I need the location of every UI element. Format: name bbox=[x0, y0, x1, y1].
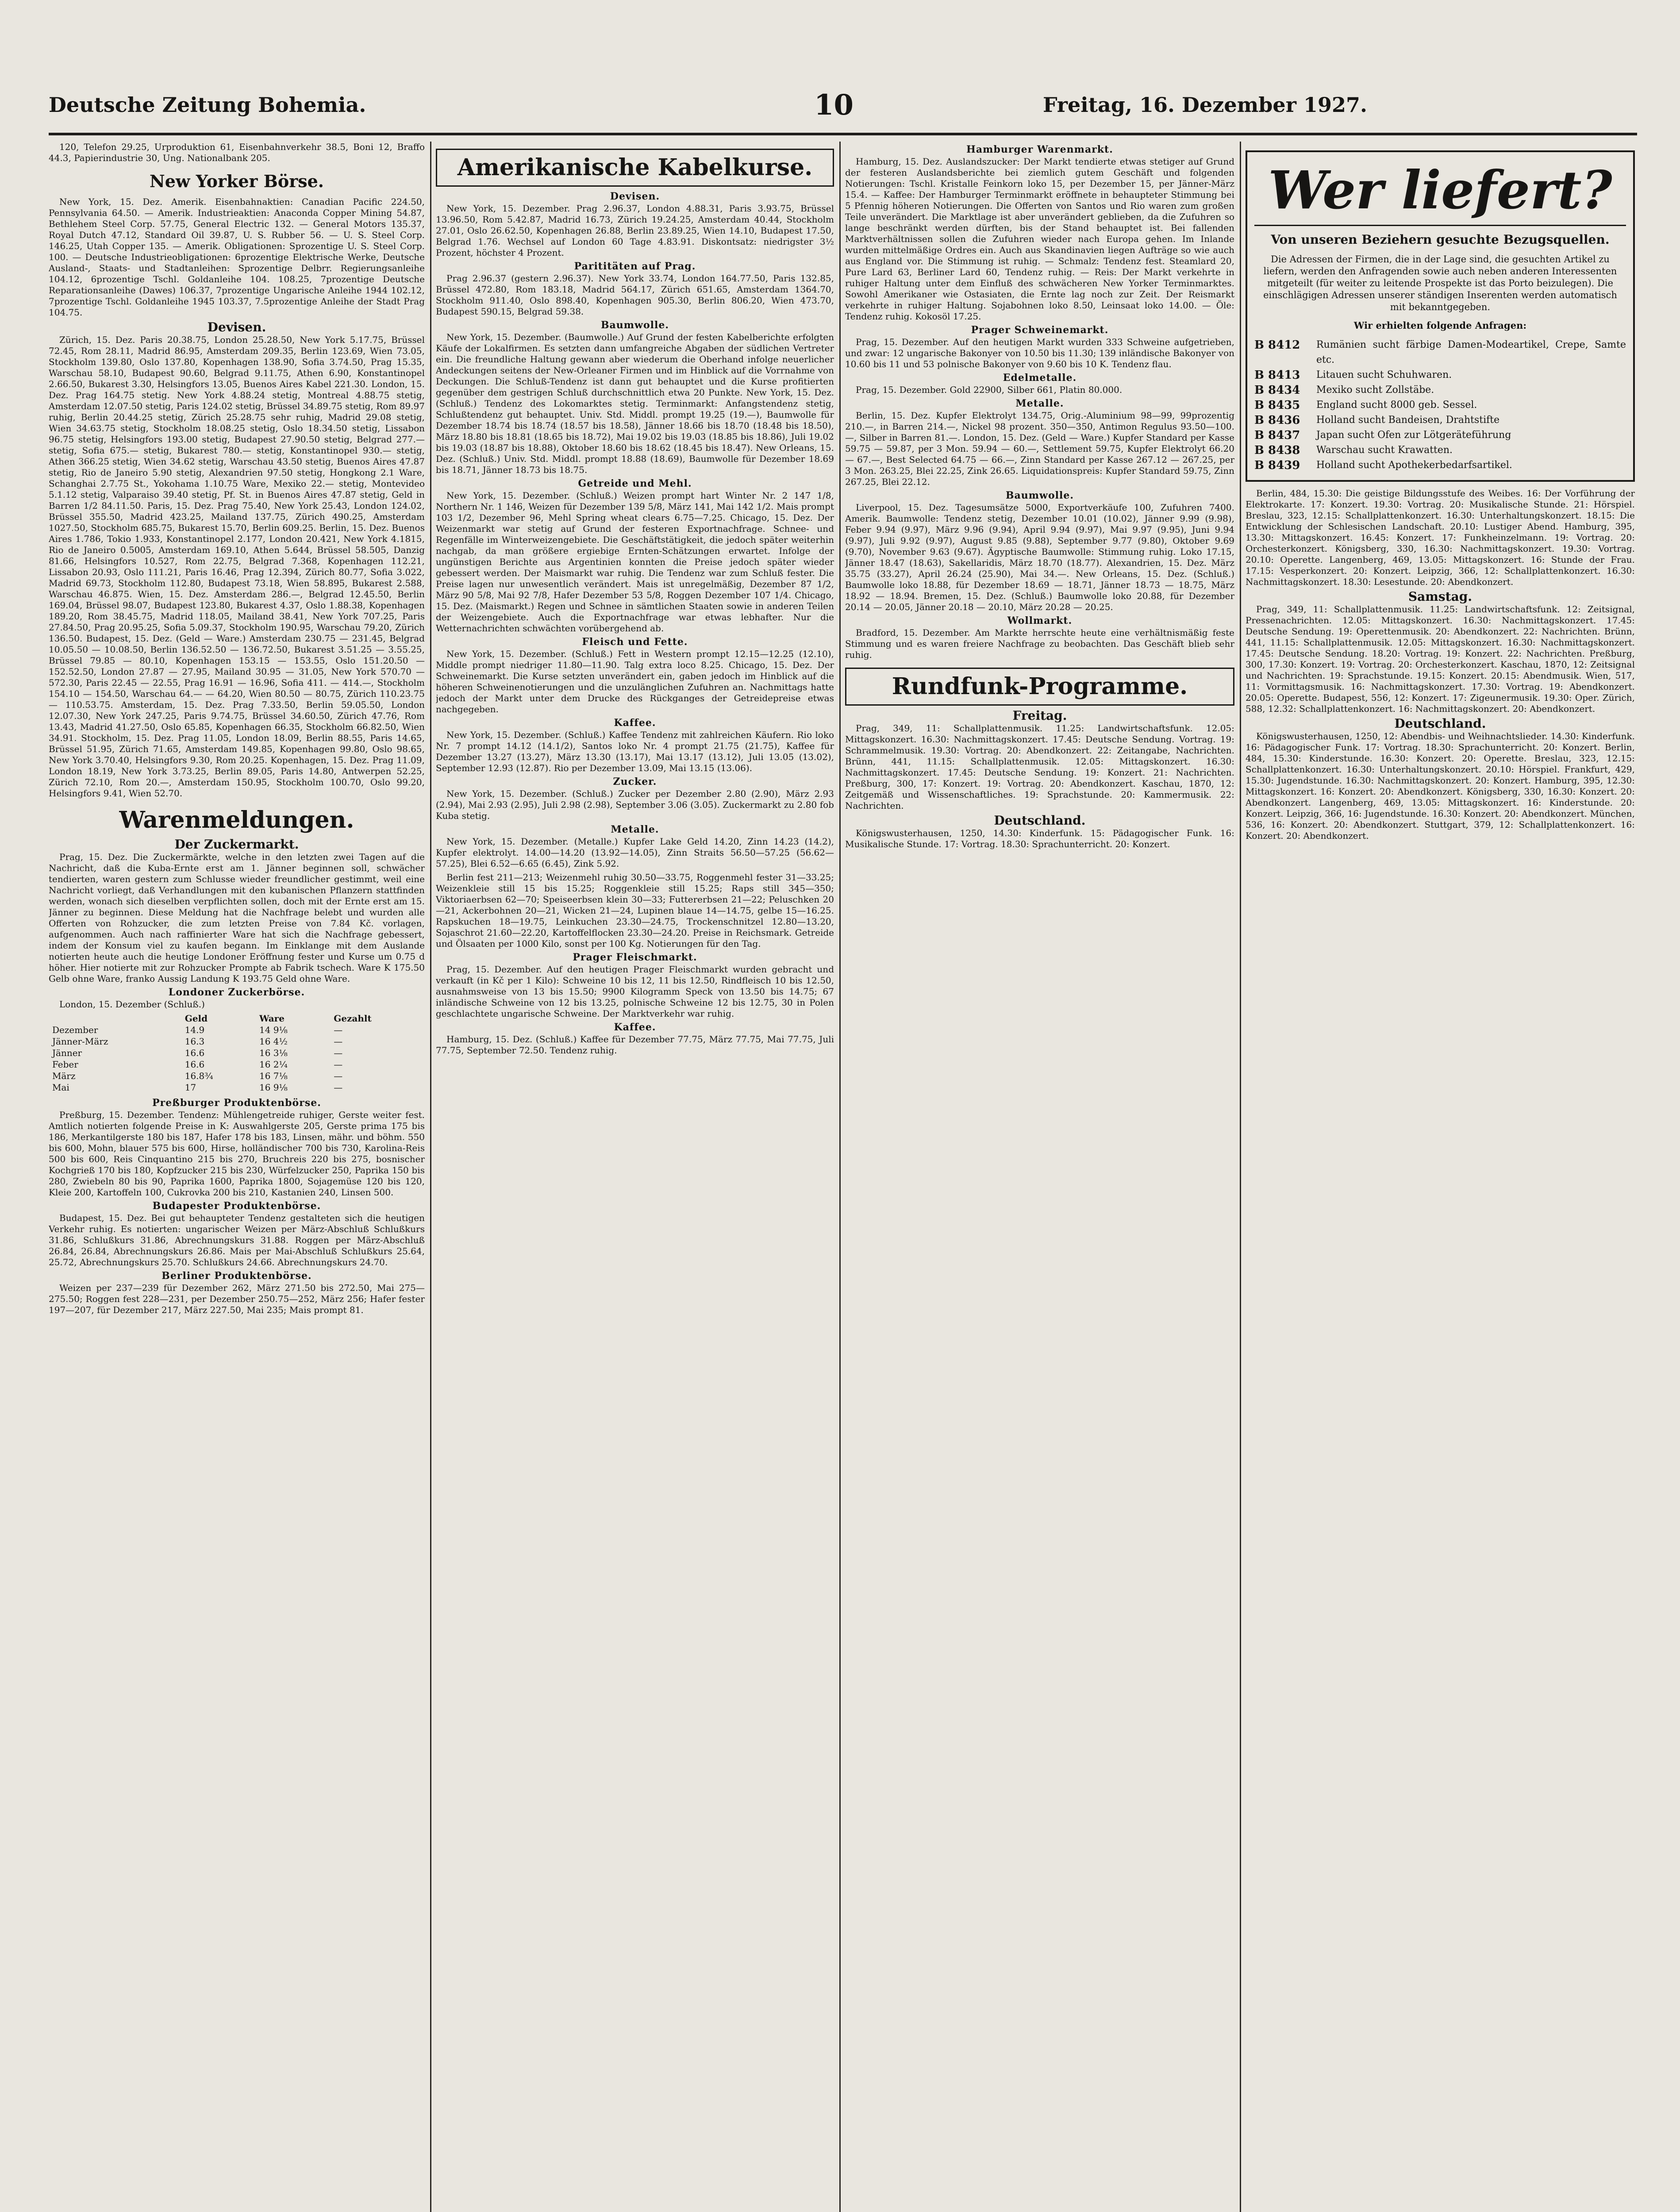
article-text: Liverpool, 15. Dez. Tagesumsätze 5000, Exportverkäufe 100, Zufuhren 7400. Amerik. Baumwolle: Tendenz stetig, Dezember 10.01 (10.02), Jänner 9.99 (9.98), Feber 9.94 (9.97), März 9.96 (9.94), April 9.94 (9.97), Mai 9.97 (9.95), Juni 9.94 (9.97), Juli 9.92 (9.97), August 9.85 (9.88), September 9.77 (9.80), Oktober 9.69 (9.70), November 9.63 (9.67). Ägyptische Baumwolle: Stimmung ruhig. Loko 17.15, Jänner 18.47 (18.63), Sakellaridis, März 18.70 (18.77). Alexandrien, 15. Dez. März 35.75 (33.27), April 26.24 (25.90), Mai 34.—. New Orleans, 15. Dez. (Schluß.) Baumwolle loko 18.88, für Dezember 18.69 — 18.71, Jänner 18.73 — 18.75, März 18.92 — 18.94. Bremen, 15. Dez. (Schluß.) Baumwolle loko 20.88, für Dezember 20.14 — 20.05, Jänner 20.18 — 20.10, März 20.28 — 20.25. bbox=[845, 502, 1234, 612]
section-heading: Budapester Produktenbörse. bbox=[152, 1200, 321, 1212]
ad-request-number: B 8438 bbox=[1254, 444, 1300, 457]
section-heading: Metalle. bbox=[1015, 398, 1064, 409]
article-text: Prag, 349, 11: Schallplattenmusik. 11.25: Landwirtschaftsfunk. 12.05: Mittagskonzert. 16.30: Nachmittagskonzert. 17.45: Deutsche Sendung. Vortrag. 19: Schrammelmusik. 19.30: Vortrag. 20: Abendkonzert. 22: Zeitangabe, Nachrichten. Brünn, 441, 11.15: Schallplattenmusik. 12.05: Mittagskonzert. 16.30: Nachmittagskonzert. 17.45: Deutsche Sendung. 19: Konzert. 21: Nachrichten. Preßburg, 300, 17: Konzert. 19: Vortrag. 20: Abendkonzert. Kaschau, 1870, 12: Zeitgemäß und Wissenschaftliches. 19: Sprachstunde. 20: Kammermusik. 22: Nachrichten. bbox=[845, 723, 1234, 811]
article-text: Berlin, 484, 15.30: Die geistige Bildungsstufe des Weibes. 16: Der Vorführung der Elektrokarte. 17: Konzert. 19.30: Vortrag. 20: Musikalische Stunde. 21: Hörspiel. Breslau, 323, 12.15: Schallplattenkonzert. 16.30: Unterhaltungskonzert. 18.15: Die Entwicklung der Schlesischen Landschaft. 20.10: Lustiger Abend. Hamburg, 395, 13.30: Mittagskonzert. 16.45: Konzert. 17: Funkheinzelmann. 19: Vortrag. 20: Orchesterkonzert. Königsberg, 330, 16.30: Nachmittagskonzert. 19.30: Vortrag. 20.10: Operette. Langenberg, 469, 13.05: Mittagskonzert. 16: Stunde der Frau. 17.15: Vesperkonzert. 20: Konzert. Leipzig, 366, 12: Schallplattenkonzert. 16.30: Nachmittagskonzert. 18.30: Lesestunde. 20: Abendkonzert. bbox=[1246, 488, 1635, 587]
ad-request-number: B 8412 bbox=[1254, 338, 1300, 352]
table-cell: 16.6 bbox=[185, 1048, 205, 1058]
table-row bbox=[49, 1036, 425, 1047]
article-text: Berlin fest 211—213; Weizenmehl ruhig 30.50—33.75, Roggenmehl fester 31—33.25; Weizenkleie still 15 bis 15.25; Roggenkleie still 15.25; Raps still 345—350; Viktoriaerbsen 62—70; Speiseerbsen klein 30—33; Futtererbsen 21—22; Peluschken 20—21, Ackerbohnen 20—21, Wicken 21—24, Lupinen blaue 14—14.75, gelbe 15—16.25. Rapskuchen 18—19.75, Leinkuchen 23.30—24.75, Trockenschnitzel 12.80—13.20, Sojaschrot 21.60—22.20, Kartoffelflocken 23.30—24.20. Preise in Reichsmark. Getreide und Ölsaaten per 1000 Kilo, sonst per 100 Kg. Notierungen für den Tag. bbox=[436, 872, 834, 949]
table-cell: — bbox=[334, 1036, 343, 1047]
ad-request bbox=[1254, 458, 1626, 473]
section-heading: Amerikanische Kabelkurse. bbox=[436, 149, 834, 187]
table-cell: — bbox=[334, 1059, 343, 1070]
table-row bbox=[49, 1082, 425, 1093]
table-header: Geld bbox=[185, 1013, 208, 1024]
ad-text: Die Adressen der Firmen, die in der Lage sind, die gesuchten Artikel zu liefern, werden den Anfragenden sowie auch neben anderen Interessenten mitgeteilt (für weiter zu leitende Prospekte ist das Porto beizulegen). Die einschlägigen Adressen unserer ständigen Inserenten werden automatisch mit bekanntgegeben. bbox=[1263, 254, 1617, 312]
masthead bbox=[49, 88, 1367, 124]
table-row bbox=[49, 1059, 425, 1070]
table-cell: März bbox=[52, 1071, 76, 1081]
ad-request-description: Japan sucht Ofen zur Lötgeräteführung bbox=[1316, 430, 1511, 441]
table-cell: — bbox=[334, 1071, 343, 1081]
sugar-table-title: London, 15. Dezember (Schluß.) bbox=[59, 999, 205, 1010]
ad-request-number: B 8436 bbox=[1254, 414, 1300, 427]
article-text: New York, 15. Dezember. (Baumwolle.) Auf Grund der festen Kabelberichte erfolgten Käufe der Lokalfirmen. Es setzten dann umfangreiche Abgaben der südlichen Vertreter ein. Die freundliche Haltung gewann aber wiederum die Oberhand infolge neuerlicher Andeckungen seitens der New-Orleaner Firmen und im Hinblick auf die Vorrnahme von Deckungen. Die Schluß-Tendenz ist dann gut behauptet und die Kurse profitierten gegenüber dem gestrigen Schluß durchschnittlich etwa 20 Punkte. New York, 15. Dez. (Schluß.) Tendenz des Lokomarktes stetig. Terminmarkt: Anfangstendenz stetig, Schlußtendenz gut behauptet. Univ. Std. Middl. prompt 19.25 (19.—), Baumwolle für Dezember 18.74 bis 18.74 (18.57 bis 18.58), Jänner 18.66 bis 18.70 (18.48 bis 18.50), März 18.80 bis 18.81 (18.65 bis 18.72), Mai 19.02 bis 19.03 (18.85 bis 18.86), Juli 19.02 bis 19.03 (18.87 bis 18.88), Oktober 18.60 bis 18.62 (18.45 bis 18.47). New Orleans, 15. Dez. (Schluß.) Univ. Std. Middl. prompt 18.88 (18.69), Baumwolle für Dezember 18.69 bis 18.71, Jänner 18.73 bis 18.75. bbox=[436, 332, 834, 475]
table-row bbox=[49, 1047, 425, 1059]
ad-request bbox=[1254, 413, 1626, 428]
table-header bbox=[49, 1013, 181, 1024]
ad-request bbox=[1254, 368, 1626, 383]
column-4 bbox=[1246, 142, 1635, 2212]
table-cell: — bbox=[334, 1048, 343, 1058]
table-row bbox=[49, 1024, 425, 1036]
section-heading: Deutschland. bbox=[1394, 716, 1486, 731]
ad-intro: Wir erhielten folgende Anfragen: bbox=[1353, 320, 1527, 331]
section-heading: Deutschland. bbox=[994, 813, 1086, 828]
section-heading: New Yorker Börse. bbox=[149, 171, 324, 191]
column-divider bbox=[430, 142, 431, 2212]
article-text: New York, 15. Dezember. (Schluß.) Weizen prompt hart Winter Nr. 2 147 1/8, Northern Nr. 1 146, Weizen für Dezember 139 5/8, März 141, Mai 142 1/2. Mais prompt 103 1/2, Dezember 96, Mehl Spring wheat clears 6.75—7.25. Chicago, 15. Dez. Der Weizenmarkt war stetig auf Grund der festeren Exportnachfrage. Schnee- und Regenfälle im Winterweizengebiete. Die Geschäftstätigkeit, die jedoch später weiterhin nachgab, da man größere ergiebige Ernten-Schätzungen erwartet. Infolge der ungünstigen Berichte aus Argentinien konnten die Preise jedoch später wieder gebessert werden. Der Maismarkt war ruhig. Die Tendenz war zum Schluß fester. Die Preise lagen nur unwesentlich verändert. Mais ist unregelmäßig, Dezember 87 1/2, März 90 5/8, Mai 92 7/8, Hafer Dezember 53 5/8, Roggen Dezember 107 1/4. Chicago, 15. Dez. (Maismarkt.) Regen und Schnee in sämtlichen Staaten sowie in anderen Teilen der Weizengebiete. Auch die Exportnachfrage war etwas lebhafter. Nur die Wetternachrichten schwächten vorübergehend ab. bbox=[436, 490, 834, 634]
column-divider bbox=[1240, 142, 1241, 2212]
section-heading: Getreide und Mehl. bbox=[578, 478, 692, 489]
article-text: Königswusterhausen, 1250, 14.30: Kinderfunk. 15: Pädagogischer Funk. 16: Musikalische Stunde. 17: Vortrag. 18.30: Sprachunterricht. 20: Konzert. bbox=[845, 828, 1234, 849]
article-text: New York, 15. Dez. Amerik. Eisenbahnaktien: Canadian Pacific 224.50, Pennsylvania 64.50. — Amerik. Industrieaktien: Anaconda Copper Mining 54.87, Bethlehem Steel Corp. 57.75, General Electric 132. — General Motors 135.37, Royal Dutch 47.12, Standard Oil 39.87, U. S. Rubber 56. — U. S. Steel Corp. 146.25, Utah Copper 135. — Amerik. Obligationen: Sprozentige U. S. Steel Corp. 100. — Deutsche Industrieobligationen: 6prozentige Elektrische Werke, Deutsche Ausland-, Staats- und Stadtanleihen: Sprozentige Delbrr. Regierungsanleihe 104.12, 6prozentige Tschl. Goldanleihe 104. 108.25, 7prozentige Deutsche Reparationsanleihe (Dawes) 106.37, 7prozentige Ungarische Anleihe 1944 102.12, 7prozentige Tschl. Goldanleihe 1945 103.37, 7.5prozentige Anleihe der Stadt Prag 104.75. bbox=[49, 196, 425, 318]
article-text: Prag, 15. Dezember. Auf den heutigen Prager Fleischmarkt wurden gebracht und verkauft (in Kč per 1 Kilo): Schweine 10 bis 12, 11 bis 12.50, Rindfleisch 10 bis 12.50, ausnahmsweise von 13 bis 15.50; 9900 Kilogramm Speck von 13.50 bis 14.75; 67 inländische Schweine von 12 bis 13.25, polnische Schweine 12 bis 12.75, 30 in Polen geschlachtete ungarische Schweine. Der Marktverkehr war ruhig. bbox=[436, 964, 834, 1019]
table-cell: 16 2¼ bbox=[259, 1059, 288, 1070]
section-heading: Devisen. bbox=[207, 320, 266, 334]
table-cell: 16 7⅛ bbox=[259, 1071, 288, 1081]
article-text: Prag, 15. Dezember. Gold 22900, Silber 661, Platin 80.000. bbox=[856, 384, 1123, 395]
section-heading: Metalle. bbox=[611, 824, 659, 835]
article-text: Budapest, 15. Dez. Bei gut behaupteter Tendenz gestalteten sich die heutigen Verkehr ruhig. Es notierten: ungarischer Weizen per März-Abschluß Schlußkurs 31.86, Schlußkurs 31.86, Abrechnungskurs 31.88. Roggen per März-Abschluß 26.84, 26.84, Abrechnungskurs 26.86. Mais per Mai-Abschluß Schlußkurs 25.64, 25.72, Abrechnungskurs 25.70. Schlußkurs 24.66. Abrechnungskurs 24.70. bbox=[49, 1213, 425, 1267]
table-cell: 16 4½ bbox=[259, 1036, 288, 1047]
table-cell: 16.6 bbox=[185, 1059, 205, 1070]
article-text: New York, 15. Dezember. (Schluß.) Fett in Western prompt 12.15—12.25 (12.10), Middle prompt niedriger 11.80—11.90. Talg extra loco 8.25. Chicago, 15. Dez. Der Schweinemarkt. Die Kurse setzten unverändert ein, gaben jedoch im Hinblick auf die höheren Schweinenotierungen und die unzulänglichen Zufuhren an. Nachmittags hatte jedoch der Markt unter dem Drucke des Rückganges der Getreidepreise etwas nachgegeben. bbox=[436, 649, 834, 714]
table-cell: 16 3⅛ bbox=[259, 1048, 288, 1058]
section-heading: Zucker. bbox=[613, 776, 657, 787]
column-divider bbox=[839, 142, 841, 2212]
section-heading: Berliner Produktenbörse. bbox=[161, 1270, 312, 1282]
table-cell: Mai bbox=[52, 1082, 69, 1093]
section-heading: Prager Fleischmarkt. bbox=[573, 952, 697, 963]
ad-request bbox=[1254, 428, 1626, 443]
ad-request-number: B 8434 bbox=[1254, 384, 1300, 397]
issue-date: Freitag, 16. Dezember 1927. bbox=[1042, 93, 1367, 117]
ad-request-description: Litauen sucht Schuhwaren. bbox=[1316, 369, 1452, 380]
ad-request-number: B 8413 bbox=[1254, 369, 1300, 382]
section-heading: Warenmeldungen. bbox=[119, 806, 354, 833]
table-cell: — bbox=[334, 1082, 343, 1093]
section-heading: Prager Schweinemarkt. bbox=[971, 324, 1109, 336]
ad-request-description: Rumänien sucht färbige Damen-Modeartikel, Crepe, Samte etc. bbox=[1316, 339, 1626, 365]
article-text: New York, 15. Dezember. Prag 2.96.37, London 4.88.31, Paris 3.93.75, Brüssel 13.96.50, Rom 5.42.87, Madrid 16.73, Zürich 19.24.25, Amsterdam 40.44, Stockholm 27.01, Oslo 26.62.50, Kopenhagen 26.88, Berlin 23.89.25, Wien 14.10, Budapest 17.50, Belgrad 1.76. Wechsel auf London 60 Tage 4.83.91. Diskontsatz: niedrigster 3½ Prozent, höchster 4 Prozent. bbox=[436, 203, 834, 258]
section-heading: Kaffee. bbox=[614, 1022, 656, 1033]
section-heading: Edelmetalle. bbox=[1003, 372, 1077, 384]
sugar-table bbox=[49, 1013, 425, 1093]
article-text: Hamburg, 15. Dez. Auslandszucker: Der Markt tendierte etwas stetiger auf Grund der festeren Auslandsberichte bei ziemlich gutem Geschäft und folgenden Notierungen: Tschl. Kristalle Feinkorn loko 15, per Dezember 15, per Jänner-März 15.4. — Kaffee: Der Hamburger Terminmarkt eröffnete in behaupteter Stimmung bei 5 Pfennig höheren Notierungen. Die Offerten von Santos und Rio waren zum großen Teile unverändert. Die Marktlage ist aber unverändert geblieben, da die Zufuhren so lange beschränkt werden dürften, bis der Stand behauptet ist. Bei fallenden Marktverhältnissen sollen die Zufuhren wieder nach Europa gehen. Im Inlande wurden mittelmäßige Ordres ein. Auch aus Skandinavien liegen Aufträge so wie auch aus England vor. Die Stimmung ist ruhig. — Schmalz: Tendenz fest. Steamlard 20, Pure Lard 63, Berliner Lard 60, Tendenz ruhig. — Reis: Der Markt verkehrte in ruhiger Haltung unter dem Einfluß des schwächeren New Yorker Terminmarktes. Sowohl Amerikaner wie Ostasiaten, die Ernte lag noch zur Zeit. Der Reismarkt verkehrte in ruhiger Haltung. Sojabohnen loko 8.50, Leinsaat loko 14.00. — Öle: Tendenz ruhig. Kokosöl 17.25. bbox=[845, 156, 1234, 322]
ad-request-list bbox=[1254, 338, 1626, 473]
ad-request-description: Holland sucht Apothekerbedarfsartikel. bbox=[1316, 460, 1512, 471]
article-text: Prag, 15. Dezember. Auf den heutigen Markt wurden 333 Schweine aufgetrieben, und zwar: 12 ungarische Bakonyer von 10.50 bis 11.30; 139 inländische Bakonyer von 10.60 bis 11 und 53 polnische Bakonyer von 9.60 bis 10 K. Tendenz flau. bbox=[845, 337, 1234, 369]
section-heading: Parititäten auf Prag. bbox=[574, 261, 696, 272]
article-text: Bradford, 15. Dezember. Am Markte herrschte heute eine verhältnismäßig feste Stimmung und es waren freiere Nachfrage zu beobachten. Das Geschäft blieb sehr ruhig. bbox=[845, 627, 1234, 660]
article-text: New York, 15. Dezember. (Metalle.) Kupfer Lake Geld 14.20, Zinn 14.23 (14.2), Kupfer elektrolyt. 14.00—14.20 (13.92—14.05), Zinn Straits 56.50—57.25 (56.62—57.25), Blei 6.52—6.65 (6.45), Zink 5.92. bbox=[436, 836, 834, 869]
top-rule bbox=[49, 133, 1637, 135]
section-heading: Freitag. bbox=[1012, 708, 1067, 723]
column-3 bbox=[845, 142, 1234, 2212]
section-heading: Hamburger Warenmarkt. bbox=[966, 144, 1113, 155]
table-cell: Dezember bbox=[52, 1025, 98, 1035]
table-cell: 17 bbox=[185, 1082, 196, 1093]
ad-request bbox=[1254, 443, 1626, 458]
section-heading: Der Zuckermarkt. bbox=[174, 837, 299, 852]
table-cell: Feber bbox=[52, 1059, 78, 1070]
ad-request bbox=[1254, 383, 1626, 398]
ad-request-number: B 8437 bbox=[1254, 429, 1300, 442]
ad-request bbox=[1254, 338, 1626, 368]
table-cell: Jänner-März bbox=[52, 1036, 108, 1047]
ad-request-description: Warschau sucht Krawatten. bbox=[1316, 445, 1453, 456]
wer-liefert-ad bbox=[1246, 150, 1635, 482]
ad-request-description: Holland sucht Bandeisen, Drahtstifte bbox=[1316, 415, 1500, 426]
article-text: Preßburg, 15. Dezember. Tendenz: Mühlengetreide ruhiger, Gerste weiter fest. Amtlich notierten folgende Preise in K: Auswahlgerste 205, Gerste prima 175 bis 186, Merkantilgerste 180 bis 187, Hafer 178 bis 183, Linsen, mähr. und böhm. 550 bis 600, Mohn, blauer 575 bis 600, Hirse, holländischer 700 bis 730, Karolina-Reis 500 bis 600, Reis Cinquantino 215 bis 270, Bruchreis 220 bis 275, bosnischer Kochgrieß 170 bis 180, Kopfzucker 215 bis 230, Würfelzucker 250, Paprika 150 bis 280, Zwiebeln 80 bis 90, Paprika 1600, Paprika 1800, Sojagemüse 120 bis 120, Kleie 200, Kartoffeln 100, Cukrovka 200 bis 210, Kastanien 240, Linsen 500. bbox=[49, 1110, 425, 1198]
ad-request-number: B 8439 bbox=[1254, 459, 1300, 472]
article-text: Zürich, 15. Dez. Paris 20.38.75, London 25.28.50, New York 5.17.75, Brüssel 72.45, Rom 28.11, Madrid 86.95, Amsterdam 209.35, Berlin 123.69, Wien 73.05, Stockholm 139.80, Oslo 137.80, Kopenhagen 138.90, Sofia 3.74.50, Prag 15.35, Warschau 58.10, Budapest 90.60, Belgrad 9.11.75, Athen 6.90, Konstantinopel 2.66.50, Bukarest 3.30, Helsingfors 13.05, Buenos Aires Kabel 221.30. London, 15. Dez. Prag 164.75 stetig. New York 4.88.24 stetig, Montreal 4.88.75 stetig, Amsterdam 12.07.50 stetig, Paris 124.02 stetig, Brüssel 34.89.75 stetig, Rom 89.97 ruhig, Berlin 20.44.25 stetig, Zürich 25.28.75 sehr ruhig, Madrid 29.08 stetig, Wien 34.63.75 stetig, Stockholm 18.08.25 stetig, Oslo 18.34.50 stetig, Lissabon 96.75 stetig, Helsingfors 193.00 stetig, Budapest 27.90.50 stetig, Belgrad 277.— stetig, Sofia 675.— stetig, Bukarest 780.— stetig, Konstantinopel 930.— stetig, Athen 366.25 stetig, Wien 34.62 stetig, Warschau 43.50 stetig, Buenos Aires 47.87 stetig, Rio de Janeiro 5.90 stetig, Alexandrien 97.50 stetig, Hongkong 2.1 Ware, Schanghai 2.7.75 St., Yokohama 1.10.75 Ware, Mexiko 22.— stetig, Montevideo 5.1.12 stetig, Valparaiso 39.40 stetig, Pf. St. in Buenos Aires 47.87 stetig, Geld in Barren 1/2 84.11.50. Paris, 15. Dez. Prag 75.40, New York 25.43, London 124.02, Brüssel 355.50, Madrid 423.25, Mailand 137.75, Zürich 490.25, Amsterdam 1027.50, Stockholm 685.75, Bukarest 15.70, Berlin 609.25. Berlin, 15. Dez. Buenos Aires 1.786, Tokio 1.933, Konstantinopel 2.177, London 20.421, New York 4.1815, Rio de Janeiro 0.5005, Amsterdam 169.10, Athen 5.644, Brüssel 58.505, Danzig 81.66, Helsingfors 10.527, Rom 22.75, Belgrad 7.368, Kopenhagen 112.21, Lissabon 20.93, Oslo 111.21, Paris 16.46, Prag 12.394, Zürich 80.77, Sofia 3.022, Madrid 69.73, Stockholm 112.80, Budapest 73.18, Wien 58.895, Bukarest 2.588, Warschau 46.875. Wien, 15. Dez. Amsterdam 286.—, Belgrad 12.45.50, Berlin 169.04, Brüssel 98.07, Budapest 123.80, Bukarest 4.37, Oslo 1.88.38, Kopenhagen 189.20, Rom 38.45.75, Madrid 118.05, Mailand 38.41, New York 707.25, Paris 27.84.50, Prag 20.95.25, Sofia 5.09.37, Stockholm 190.95, Warschau 79.20, Zürich 136.50. Budapest, 15. Dez. (Geld — Ware.) Amsterdam 230.75 — 231.45, Belgrad 10.05.50 — 10.08.50, Berlin 136.52.50 — 136.72.50, Bukarest 3.51.25 — 3.55.25, Brüssel 79.85 — 80.10, Kopenhagen 153.15 — 153.55, Oslo 151.20.50 — 152.52.50, London 27.87 — 27.95, Mailand 30.95 — 31.05, New York 570.70 — 572.30, Paris 22.45 — 22.55, Prag 16.91 — 16.96, Sofia 411. — 414.—, Stockholm 154.10 — 154.50, Warschau 64.— — 64.20, Wien 80.50 — 80.75, Zürich 110.23.75 — 110.53.75. Amsterdam, 15. Dez. Prag 7.33.50, Berlin 59.05.50, London 12.07.30, New York 247.25, Paris 9.74.75, Brüssel 34.60.50, Zürich 47.76, Rom 13.43, Madrid 41.27.50, Oslo 65.85, Kopenhagen 66.35, Stockholm 66.82.50, Wien 34.91. Stockholm, 15. Dez. Prag 11.05, London 18.09, Berlin 88.55, Paris 14.65, Brüssel 51.95, Zürich 71.65, Amsterdam 149.85, Kopenhagen 99.80, Oslo 98.65, New York 3.70.40, Helsingfors 9.30, Rom 20.25. Kopenhagen, 15. Dez. Prag 11.09, London 18.19, New York 3.73.25, Berlin 89.05, Paris 14.80, Antwerpen 52.25, Zürich 72.10, Rom 20.—, Amsterdam 150.95, Stockholm 100.70, Oslo 99.20, Helsingfors 9.41, Wien 52.70. bbox=[49, 334, 425, 799]
table-cell: — bbox=[334, 1025, 343, 1035]
article-text: New York, 15. Dezember. (Schluß.) Kaffee Tendenz mit zahlreichen Käufern. Rio loko Nr. 7 prompt 14.12 (14.1/2), Santos loko Nr. 4 prompt 21.75 (21.75), Kaffee für Dezember 13.27 (13.27), März 13.30 (13.17), Mai 13.17 (13.12), Juli 13.05 (13.02), September 12.93 (12.87). Rio per Dezember 13.09, Mai 13.15 (13.06). bbox=[436, 730, 834, 773]
section-heading: Baumwolle. bbox=[600, 319, 669, 331]
table-cell: 14 9⅛ bbox=[259, 1025, 288, 1035]
section-heading: Devisen. bbox=[610, 191, 660, 202]
section-heading: Londoner Zuckerbörse. bbox=[168, 987, 305, 998]
article-text: New York, 15. Dezember. (Schluß.) Zucker per Dezember 2.80 (2.90), März 2.93 (2.94), Mai 2.93 (2.95), Juli 2.98 (2.98), September 3.06 (3.05). Zuckermarkt zu 2.80 fob Kuba stetig. bbox=[436, 788, 834, 821]
table-cell: 16.8¾ bbox=[185, 1071, 213, 1081]
section-heading: Preßburger Produktenbörse. bbox=[152, 1097, 321, 1109]
article-text: Prag 2.96.37 (gestern 2.96.37). New York 33.74, London 164.77.50, Paris 132.85, Brüssel 472.80, Rom 183.18, Madrid 564.17, Zürich 651.65, Amsterdam 1364.70, Stockholm 911.40, Oslo 898.40, Kopenhagen 905.30, Berlin 806.20, Wien 473.70, Budapest 590.15, Belgrad 59.38. bbox=[436, 273, 834, 317]
section-heading: Fleisch und Fette. bbox=[582, 636, 688, 648]
ad-request-number: B 8435 bbox=[1254, 399, 1300, 412]
ad-subtitle: Von unseren Beziehern gesuchte Bezugsquellen. bbox=[1271, 232, 1610, 247]
section-heading: Samstag. bbox=[1408, 589, 1472, 604]
section-heading: Wollmarkt. bbox=[1007, 615, 1073, 626]
article-text: Hamburg, 15. Dez. (Schluß.) Kaffee für Dezember 77.75, März 77.75, Mai 77.75, Juli 77.75, September 72.50. Tendenz ruhig. bbox=[436, 1034, 834, 1056]
section-heading: Rundfunk-Programme. bbox=[845, 668, 1234, 706]
article-text: Weizen per 237—239 für Dezember 262, März 271.50 bis 272.50, Mai 275—275.50; Roggen fest 228—231, per Dezember 250.75—252, März 256; Hafer fester 197—207, für Dezember 217, März 227.50, Mai 235; Mais prompt 81. bbox=[49, 1283, 425, 1315]
article-text: Berlin, 15. Dez. Kupfer Elektrolyt 134.75, Orig.-Aluminium 98—99, 99prozentig 210.—, in Barren 214.—, Nickel 98 prozent. 350—350, Antimon Regulus 93.50—100.—, Silber in Barren 81.—. London, 15. Dez. (Geld — Ware.) Kupfer Standard per Kasse 59.75 — 59.87, per 3 Mon. 59.94 — 60.—, Settlement 59.75, Kupfer Elektrolyt 66.20 — 67.—, Best Selected 64.75 — 66.—, Zinn Standard per Kasse 267.12 — 267.25, per 3 Mon. 263.25, Blei 22.25, Zink 26.65. Liquidationspreis: Kupfer Standard 59.75, Zinn 267.25, Blei 22.12. bbox=[845, 410, 1234, 487]
article-text: Prag, 15. Dez. Die Zuckermärkte, welche in den letzten zwei Tagen auf die Nachricht, daß die Kuba-Ernte erst am 1. Jänner beginnen soll, schwächer tendierten, waren gestern zum Schlusse wieder freundlicher gestimmt, weil eine Nachricht vorliegt, daß Verhandlungen mit den kubanischen Pflanzern stattfinden werden, wonach sich dieselben verpflichten sollen, doch mit der Ernte erst am 15. Jänner zu beginnen. Diese Meldung hat die Nachfrage belebt und wurden alle Offerten von Rohzucker, die zum letzten Preise von 7.84 Kč. vorlagen, aufgenommen. Auch nach raffinierter Ware hat sich die Nachfrage gebessert, indem der Konsum viel zu kaufen begann. Im Einklange mit dem Auslande notierten heute auch die heutige Londoner Eröffnung fester und Kurse um 0.75 d höher. Hier notierte mit zur Rohzucker Prompte ab Fabrik tschech. Ware K 175.50 Gelb ohne Ware, franko Aussig Landung K 193.75 Geld ohne Ware. bbox=[49, 852, 425, 984]
column-1 bbox=[49, 142, 425, 2212]
article-text: Prag, 349, 11: Schallplattenmusik. 11.25: Landwirtschaftsfunk. 12: Zeitsignal, Pressenachrichten. 12.05: Mittagskonzert. 16.30: Nachmittagskonzert. 17.45: Deutsche Sendung. 19: Operettenmusik. 20: Abendkonzert. 22: Nachrichten. Brünn, 441, 11.15: Schallplattenmusik. 12.05: Mittagskonzert. 16.30: Nachmittagskonzert. 17.45: Deutsche Sendung. 18.20: Vortrag. 19: Konzert. 22: Nachrichten. Preßburg, 300, 17.30: Konzert. 19: Vortrag. 20: Orchesterkonzert. Kaschau, 1870, 12: Zeitsignal und Nachrichten. 19: Sprachstunde. 19.15: Konzert. 20.15: Abendmusik. Wien, 517, 11: Vormittagsmusik. 16: Nachmittagskonzert. 17.30: Vortrag. 19: Abendkonzert. 20.05: Operette. Budapest, 556, 12: Konzert. 17: Zigeunermusik. 19.30: Oper. Zürich, 588, 12.32: Schallplattenkonzert. 16: Nachmittagskonzert. 20: Abendkonzert. bbox=[1246, 604, 1635, 714]
section-heading: Baumwolle. bbox=[1005, 490, 1074, 501]
table-row bbox=[49, 1070, 425, 1082]
ad-title: Wer liefert? bbox=[1254, 159, 1626, 226]
article-text: 120, Telefon 29.25, Urproduktion 61, Eisenbahnverkehr 38.5, Boni 12, Braffo 44.3, Papierindustrie 30, Ung. Nationalbank 205. bbox=[49, 142, 425, 163]
table-cell: 16 9⅛ bbox=[259, 1082, 288, 1093]
section-heading: Kaffee. bbox=[614, 717, 656, 729]
table-header: Gezahlt bbox=[334, 1013, 372, 1024]
ad-request-description: Mexiko sucht Zollstäbe. bbox=[1316, 384, 1434, 396]
column-2 bbox=[436, 142, 834, 2212]
table-cell: Jänner bbox=[52, 1048, 82, 1058]
table-cell: 16.3 bbox=[185, 1036, 205, 1047]
table-cell: 14.9 bbox=[185, 1025, 205, 1035]
page-number: 10 bbox=[814, 88, 854, 122]
table-header: Ware bbox=[259, 1013, 284, 1024]
paper-name: Deutsche Zeitung Bohemia. bbox=[49, 93, 366, 117]
ad-request-description: England sucht 8000 geb. Sessel. bbox=[1316, 399, 1477, 411]
ad-request bbox=[1254, 398, 1626, 413]
article-text: Königswusterhausen, 1250, 12: Abendbis- und Weihnachtslieder. 14.30: Kinderfunk. 16: Pädagogischer Funk. 17: Vortrag. 18.30: Sprachunterricht. 20: Konzert. Berlin, 484, 15.30: Kinderstunde. 16.30: Konzert. 20: Operette. Breslau, 323, 12.15: Schallplattenkonzert. 16.30: Unterhaltungskonzert. 20.10: Hörspiel. Frankfurt, 429, 15.30: Jugendstunde. 16.30: Nachmittagskonzert. 20: Konzert. Hamburg, 395, 12.30: Mittagskonzert. 16: Konzert. 20: Abendkonzert. Königsberg, 330, 16.30: Konzert. 20: Abendkonzert. Langenberg, 469, 13.05: Mittagskonzert. 16: Kinderstunde. 20: Konzert. Leipzig, 366, 16: Jugendstunde. 16.30: Konzert. 20: Abendkonzert. München, 536, 16: Konzert. 20: Abendkonzert. Stuttgart, 379, 12: Schallplattenkonzert. 16: Konzert. 20: Abendkonzert. bbox=[1246, 731, 1635, 841]
